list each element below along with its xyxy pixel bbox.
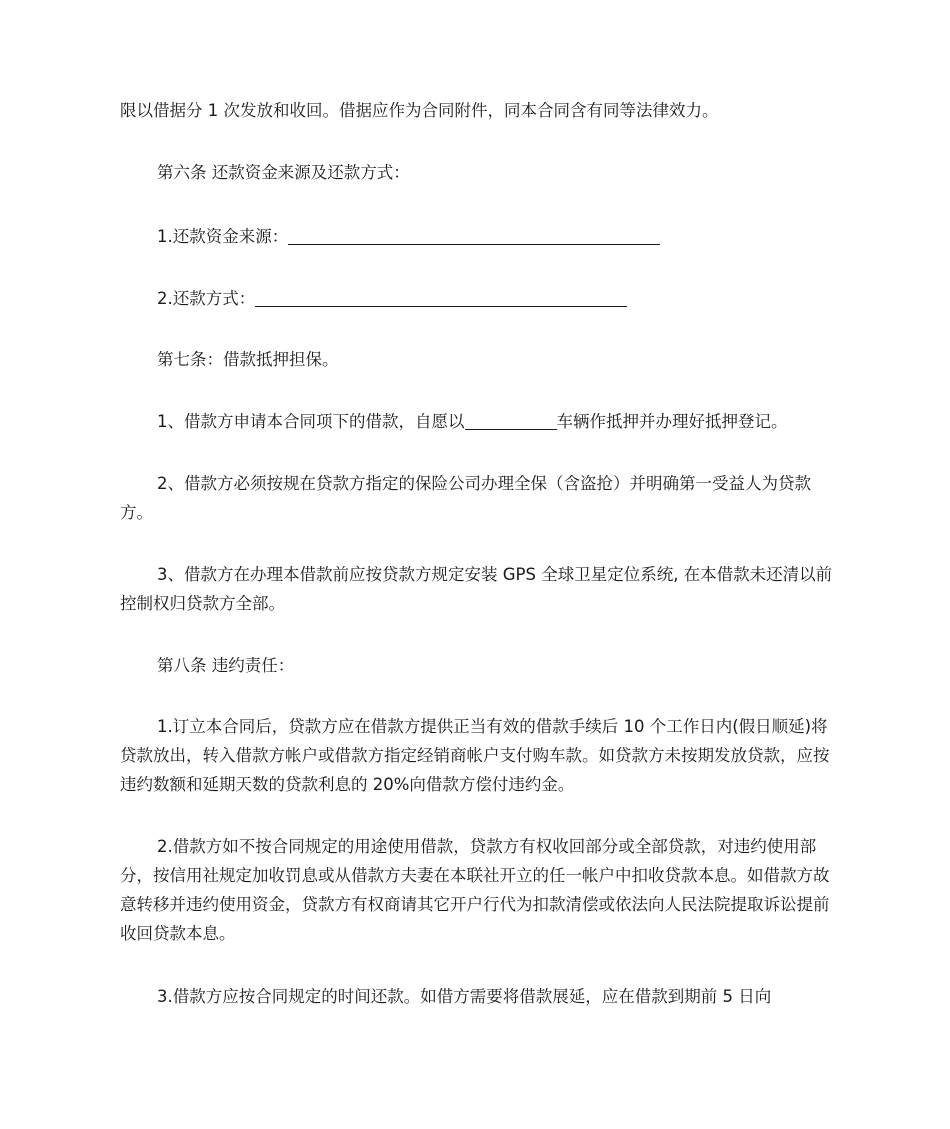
mortgage-clause-2: 2、借款方必须按规在贷款方指定的保险公司办理全保（含盗抢）并明确第一受益人为贷款方。 [120, 474, 811, 522]
repayment-source-label: 1.还款资金来源： [157, 227, 289, 246]
repayment-method-label: 2.还款方式： [157, 289, 256, 308]
repayment-method-line [120, 284, 840, 313]
mortgage-clause-3: 3、借款方在办理本借款前应按贷款方规定安装 GPS 全球卫星定位系统, 在本借款未还清以前控制权归贷款方全部。 [120, 565, 833, 613]
repayment-source-blank [288, 226, 660, 245]
heading-article-8: 第八条 违约责任： [157, 656, 295, 675]
mortgage-clause-1-before: 1、借款方申请本合同项下的借款，自愿以 [157, 412, 465, 431]
heading-article-6: 第六条 还款资金来源及还款方式： [157, 163, 410, 182]
heading-article-7: 第七条：借款抵押担保。 [157, 350, 339, 369]
mortgage-clause-1 [120, 407, 860, 436]
mortgage-clause-1-after: 车辆作抵押并办理好抵押登记。 [556, 412, 788, 431]
repayment-method-blank [255, 288, 627, 307]
liability-clause-2: 2.借款方如不按合同规定的用途使用借款，贷款方有权收回部分或全部贷款，对违约使用部分，按信用社规定加收罚息或从借款方夫妻在本联社开立的任一帐户中扣收贷款本息。如借款方故意转移并违约使用资金，贷款方有权商请其它开户行代为扣款清偿或依法向人民法院提取诉讼提前收回贷款本息。 [120, 837, 830, 943]
liability-clause-3: 3.借款方应按合同规定的时间还款。如借方需要将借款展延，应在借款到期前 5 日向 [157, 987, 772, 1006]
liability-clause-1: 1.订立本合同后，贷款方应在借款方提供正当有效的借款手续后 10 个工作日内(假日顺延)将贷款放出，转入借款方帐户或借款方指定经销商帐户支付购车款。如贷款方未按期发放贷款，应按违约数额和延期天数的贷款利息的 20%向借款方偿付违约金。 [120, 717, 830, 794]
repayment-source-line [120, 222, 840, 251]
paragraph-clause5-continuation: 限以借据分 1 次发放和收回。借据应作为合同附件，同本合同含有同等法律效力。 [120, 101, 719, 120]
vehicle-blank [465, 411, 557, 430]
